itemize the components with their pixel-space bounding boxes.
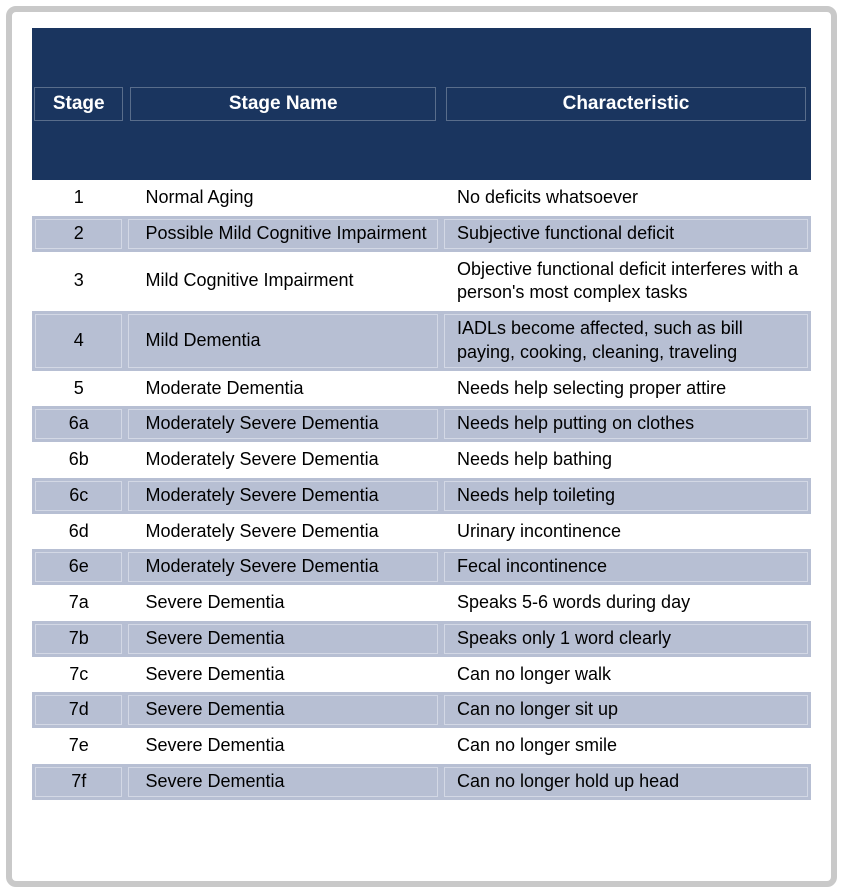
- header-label-stage-name: Stage Name: [130, 87, 435, 121]
- table-header-row: [32, 28, 811, 180]
- cell-name: [125, 764, 440, 800]
- cell-text-name: Normal Aging: [145, 187, 254, 207]
- cell-text-stage: 6d: [68, 520, 89, 541]
- cell-characteristic: [441, 585, 811, 621]
- cell-stage: [32, 657, 125, 693]
- cell-text-characteristic: Speaks 5-6 words during day: [456, 592, 691, 612]
- cell-text-characteristic: Speaks only 1 word clearly: [444, 624, 808, 654]
- cell-text-characteristic: Needs help bathing: [456, 449, 613, 469]
- cell-stage: [32, 692, 125, 728]
- cell-text-stage: 7e: [68, 735, 89, 755]
- cell-text-stage: 6e: [35, 552, 122, 582]
- cell-stage: [32, 478, 125, 514]
- cell-stage: [32, 216, 125, 252]
- cell-characteristic: [441, 311, 811, 371]
- cell-stage: [32, 442, 125, 478]
- header-label-characteristic: Characteristic: [446, 87, 806, 121]
- cell-name: [125, 216, 440, 252]
- cell-characteristic: [441, 692, 811, 728]
- cell-text-stage: 7d: [35, 695, 122, 725]
- table-row: [32, 585, 811, 621]
- cell-name: [125, 657, 440, 693]
- cell-characteristic: [441, 514, 811, 550]
- cell-characteristic: [441, 621, 811, 657]
- cell-characteristic: [441, 764, 811, 800]
- cell-text-name: Severe Dementia: [145, 663, 285, 684]
- table-row: [32, 549, 811, 585]
- cell-text-name: Moderately Severe Dementia: [145, 449, 379, 469]
- cell-characteristic: [441, 406, 811, 442]
- table-body: [32, 180, 811, 800]
- cell-name: [125, 692, 440, 728]
- cell-name: [125, 478, 440, 514]
- cell-characteristic: [441, 549, 811, 585]
- cell-text-stage: 6b: [68, 449, 89, 469]
- header-cell-stage-name: [125, 87, 440, 121]
- cell-text-stage: 7a: [68, 592, 89, 612]
- cell-text-name: Severe Dementia: [128, 624, 437, 654]
- cell-text-name: Possible Mild Cognitive Impairment: [128, 219, 437, 249]
- cell-text-name: Mild Cognitive Impairment: [145, 270, 354, 291]
- cell-stage: [32, 728, 125, 764]
- cell-stage: [32, 514, 125, 550]
- header-cell-stage: [32, 87, 125, 121]
- cell-text-stage: 4: [35, 314, 122, 368]
- cell-name: [125, 442, 440, 478]
- cell-name: [125, 621, 440, 657]
- cell-text-name: Moderately Severe Dementia: [128, 552, 437, 582]
- cell-name: [125, 585, 440, 621]
- cell-text-characteristic: Urinary incontinence: [456, 520, 622, 541]
- cell-text-characteristic: Needs help toileting: [444, 481, 808, 511]
- cell-text-stage: 2: [35, 219, 122, 249]
- cell-text-name: Mild Dementia: [128, 314, 437, 368]
- cell-stage: [32, 311, 125, 371]
- table-row: [32, 728, 811, 764]
- header-label-stage: Stage: [34, 87, 123, 121]
- cell-text-name: Severe Dementia: [128, 767, 437, 797]
- cell-name: [125, 514, 440, 550]
- cell-text-name: Severe Dementia: [145, 735, 285, 755]
- cell-text-stage: 7b: [35, 624, 122, 654]
- cell-name: [125, 406, 440, 442]
- cell-text-characteristic: Can no longer walk: [456, 663, 612, 684]
- cell-stage: [32, 585, 125, 621]
- cell-text-characteristic: Fecal incontinence: [444, 552, 808, 582]
- cell-name: [125, 549, 440, 585]
- cell-stage: [32, 621, 125, 657]
- cell-text-characteristic: Subjective functional deficit: [444, 219, 808, 249]
- cell-text-stage: 7c: [69, 663, 89, 684]
- cell-characteristic: [441, 657, 811, 693]
- table-row: [32, 764, 811, 800]
- cell-stage: [32, 252, 125, 312]
- cell-text-characteristic: IADLs become affected, such as bill paying, cooking, cleaning, traveling: [444, 314, 808, 368]
- cell-characteristic: [441, 728, 811, 764]
- cell-text-characteristic: No deficits whatsoever: [456, 187, 639, 207]
- cell-text-stage: 3: [73, 270, 84, 291]
- table-row: [32, 406, 811, 442]
- table-row: [32, 371, 811, 407]
- cell-name: [125, 371, 440, 407]
- table-row: [32, 657, 811, 693]
- dementia-stages-table: [32, 28, 811, 800]
- cell-characteristic: [441, 180, 811, 216]
- cell-text-stage: 6c: [35, 481, 122, 511]
- cell-text-stage: 6a: [35, 409, 122, 439]
- cell-text-name: Moderately Severe Dementia: [128, 481, 437, 511]
- cell-stage: [32, 180, 125, 216]
- cell-text-characteristic: Can no longer sit up: [444, 695, 808, 725]
- table-row: [32, 216, 811, 252]
- cell-name: [125, 311, 440, 371]
- cell-text-characteristic: Needs help putting on clothes: [444, 409, 808, 439]
- cell-stage: [32, 406, 125, 442]
- cell-text-stage: 5: [73, 377, 84, 398]
- cell-characteristic: [441, 478, 811, 514]
- cell-text-name: Severe Dementia: [145, 592, 285, 612]
- cell-text-characteristic: Needs help selecting proper attire: [456, 377, 727, 398]
- cell-characteristic: [441, 371, 811, 407]
- cell-text-name: Moderately Severe Dementia: [128, 409, 437, 439]
- cell-text-characteristic: Can no longer smile: [456, 735, 618, 755]
- cell-text-characteristic: Can no longer hold up head: [444, 767, 808, 797]
- cell-name: [125, 728, 440, 764]
- header-cell-characteristic: [441, 87, 811, 121]
- cell-characteristic: [441, 252, 811, 312]
- cell-text-stage: 7f: [35, 767, 122, 797]
- table-row: [32, 442, 811, 478]
- table-row: [32, 621, 811, 657]
- table-row: [32, 311, 811, 371]
- cell-text-characteristic: Objective functional deficit interferes with a person's most complex tasks: [456, 258, 799, 303]
- cell-characteristic: [441, 216, 811, 252]
- cell-text-name: Moderately Severe Dementia: [145, 520, 379, 541]
- table-row: [32, 180, 811, 216]
- page-frame: [6, 6, 837, 887]
- table-row: [32, 252, 811, 312]
- table-row: [32, 478, 811, 514]
- table-row: [32, 692, 811, 728]
- cell-text-name: Moderate Dementia: [145, 377, 304, 398]
- cell-name: [125, 252, 440, 312]
- cell-stage: [32, 764, 125, 800]
- cell-stage: [32, 371, 125, 407]
- cell-text-name: Severe Dementia: [128, 695, 437, 725]
- cell-text-stage: 1: [73, 187, 84, 207]
- table-row: [32, 514, 811, 550]
- cell-characteristic: [441, 442, 811, 478]
- cell-stage: [32, 549, 125, 585]
- cell-name: [125, 180, 440, 216]
